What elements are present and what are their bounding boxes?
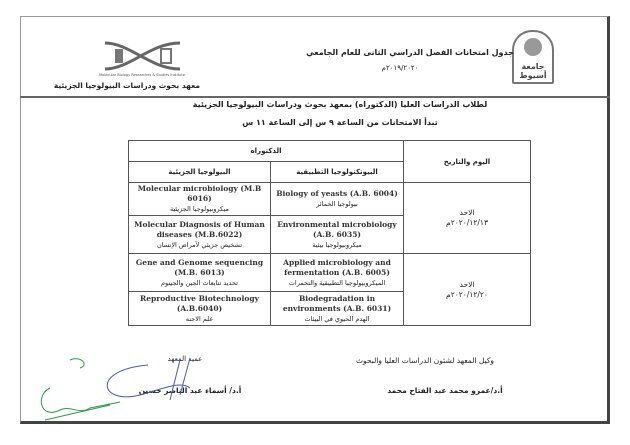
group-header: الدكتوراه (129, 141, 404, 162)
time-note: تبدأ الامتحانات من الساعة ٩ س إلى الساعة ١١ س (242, 118, 438, 127)
exam-table (128, 140, 531, 326)
academic-year: ٢٠١٩/٢٠٢٠م (381, 64, 419, 72)
header-divider (20, 96, 610, 98)
institute-name: معهد بحوث ودراسات البيولوجيا الجزيئية (53, 81, 200, 90)
exam-cell: Biodegradation in environments (A.B. 6031) الهدم الحيوي في البيئات (271, 292, 404, 326)
university-logo: جامعة أسيوط (512, 30, 554, 84)
table-row (129, 254, 531, 292)
vice-dean-role: وكيل المعهد لشئون الدراسات العليا والبحوث (355, 356, 495, 365)
exam-cell: Applied microbiology and fermentation (A.B. 6005) الميكروبيولوجيا التطبيقية والتخمرات (271, 254, 404, 292)
vice-dean-name: أ.د/عمرو محمد عبد الفتاح محمد (387, 386, 503, 395)
exam-cell: Molecular Diagnosis of Human diseases (M.B.6022) تشخيص جزيئي لأمراض الإنسان (129, 216, 271, 254)
date-cell: الاحد ٢٠٢٠/١٢/١٣م (404, 183, 531, 254)
date-header: اليوم والتاريخ (404, 141, 531, 183)
exam-cell: Reproductive Biotechnology (A.B.6040) علم الاجنه (129, 292, 271, 326)
exam-cell: Gene and Genome sequencing (M.B. 6013) تحديد تتابعات الجين والجينوم (129, 254, 271, 292)
table-row (129, 183, 531, 216)
svg-text:Molecular Biology Researches &: Molecular Biology Researches & Studies Institute (99, 73, 185, 77)
exam-cell: Molecular microbiology (M.B 6016) ميكروبيولوجيا الجزيئية (129, 183, 271, 216)
subtitle: لطلاب الدراسات العليا (الدكتوراه) بمعهد بحوث ودراسات البيولوجيا الجزيئية (192, 100, 488, 109)
handwritten-signatures (30, 350, 230, 430)
applied-header: البيوتكنولوجيا التطبيقية (271, 162, 404, 183)
institute-logo (95, 35, 190, 77)
dean-name: أ.د/ أسماء عبد الناصر حسين (138, 386, 242, 395)
document-title: جدول امتحانات الفصل الدراسي الثانى للعام الجامعي (306, 48, 514, 57)
exam-cell: Biology of yeasts (A.B. 6004) بيولوجيا الخمائر (271, 183, 404, 216)
dean-role: عميد المعهد (167, 355, 203, 363)
date-cell: الاحد ٢٠٢٠/١٢/٢٠م (404, 254, 531, 326)
molecular-header: البيولوجيا الجزيئية (129, 162, 271, 183)
exam-cell: Environmental microbiology (A.B. 6035) ميكروبيولوجيا بيئية (271, 216, 404, 254)
